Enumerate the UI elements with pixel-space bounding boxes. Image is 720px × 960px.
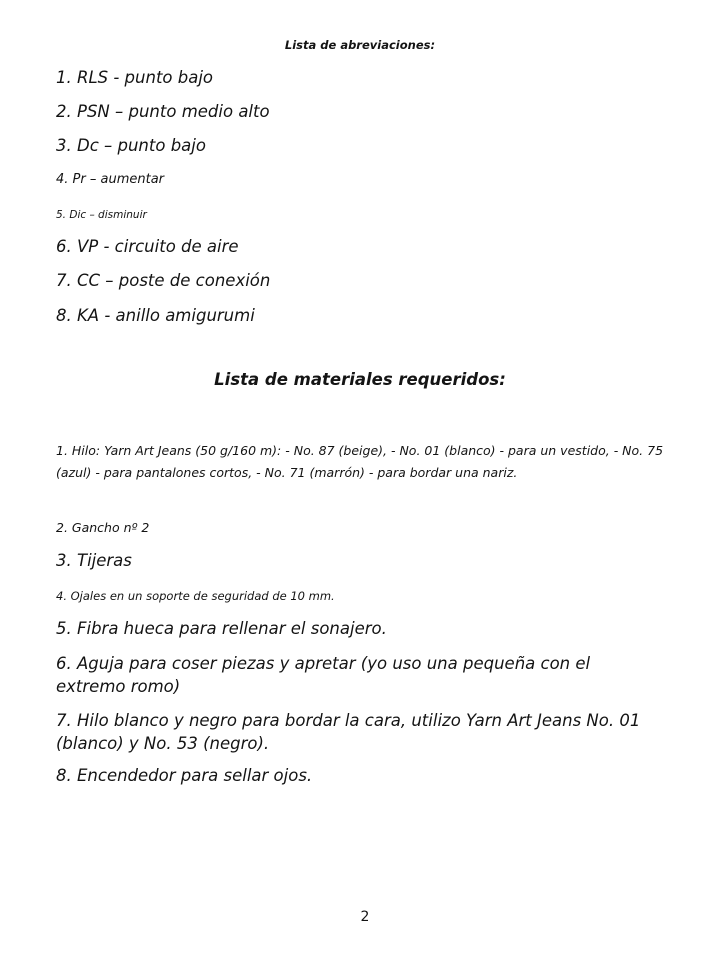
abbreviation-item-2: 2. PSN – punto medio alto: [56, 102, 270, 121]
abbreviation-item-1: 1. RLS - punto bajo: [56, 68, 214, 87]
abbreviation-item-5: 5. Dic – disminuir: [56, 209, 147, 221]
material-item-5: 5. Fibra hueca para rellenar el sonajero.: [56, 619, 387, 638]
abbreviation-item-7: 7. CC – poste de conexión: [56, 271, 271, 290]
material-item-8: 8. Encendedor para sellar ojos.: [56, 766, 313, 785]
material-item-3: 3. Tijeras: [56, 551, 132, 570]
abbreviation-item-6: 6. VP - circuito de aire: [56, 237, 239, 256]
material-item-1: 1. Hilo: Yarn Art Jeans (50 g/160 m): - No. 87 (beige), - No. 01 (blanco) - para un vestido, - No. 75 (azul) - para pantalones cortos, - No. 71 (marrón) - para bordar una nariz.: [56, 443, 664, 480]
page-number: 2: [360, 909, 370, 925]
material-item-6: 6. Aguja para coser piezas y apretar (yo uso una pequeña con el extremo romo): [56, 654, 591, 696]
abbreviation-item-4: 4. Pr – aumentar: [56, 172, 164, 187]
material-item-2: 2. Gancho nº 2: [56, 520, 150, 535]
material-item-4: 4. Ojales en un soporte de seguridad de 10 mm.: [56, 589, 335, 603]
abbreviation-item-8: 8. KA - anillo amigurumi: [56, 306, 255, 325]
abbreviations-title: Lista de abreviaciones:: [284, 38, 436, 52]
abbreviation-item-3: 3. Dc – punto bajo: [56, 136, 206, 155]
material-item-7: 7. Hilo blanco y negro para bordar la cara, utilizo Yarn Art Jeans No. 01 (blanco) y No. 53 (negro).: [56, 711, 641, 753]
materials-title: Lista de materiales requeridos:: [214, 370, 506, 389]
